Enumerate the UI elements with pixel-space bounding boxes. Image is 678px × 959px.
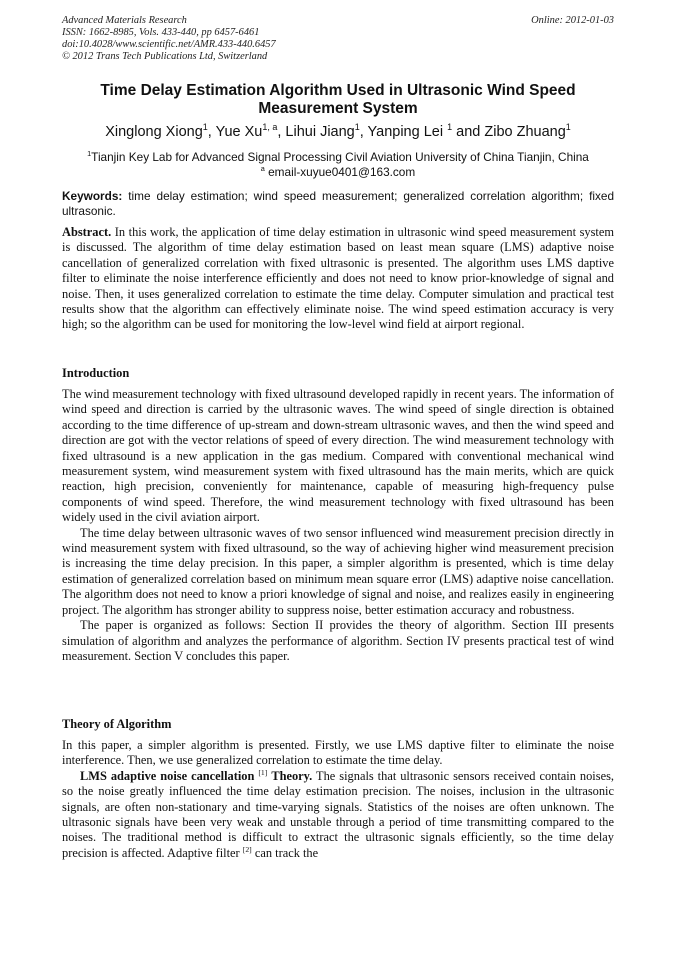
paragraph: The wind measurement technology with fixed ultrasound developed rapidly in recent years. The information of wind speed and direction is carried by the ultrasonic waves. The wind speed of single direction is obtained according to the time difference of up-stream and down-stream ultrasonic waves, and then the wind speed and direction are got with the vector relations of speed of every direction. The wind measurement technology with fixed ultrasound is a new application in the gas medium. Compared with conventional mechanical wind measurement system, wind measurement system with fixed ultrasound has the main merits, which are quick reaction, high precision, conveniently for maintenance, capable of measuring high-frequency pulse components of wind speed. Therefore, the wind measurement technology with fixed ultrasound has been widely used in the civil aviation airport. — [62, 387, 614, 525]
paper-title: Time Delay Estimation Algorithm Used in Ultrasonic Wind Speed Measurement System — [100, 82, 576, 117]
citation: [1] — [258, 767, 268, 777]
paragraph-text: The signals that ultrasonic sensors received contain noises, so the noise greatly influenced the time delay estimation precision. The noises, inclusion in the ultrasonic signals, are often non-stationary and time-varying signals. Statistics of the noises are often unknown. The ultrasonic signals have been very weak and unstable through a period of time transmitting compared to the noises. The traditional method is difficult to extract the ultrasonic signals efficiently, so the time delay precision is affected. Adaptive filter — [62, 768, 614, 860]
theory-heading: Theory of Algorithm — [62, 717, 172, 731]
citation: [2] — [242, 844, 252, 854]
affiliation-mark: 1 — [87, 149, 92, 159]
abstract-label: Abstract. — [62, 225, 112, 239]
author-name: Yanping Lei — [367, 124, 444, 140]
author-affiliation-mark: 1 — [202, 122, 208, 133]
abstract-text: In this work, the application of time delay estimation in ultrasonic wind speed measurement system is discussed. The algorithm of time delay estimation based on least mean square (LMS) adaptive noise cancellation of generalized correlation with fixed ultrasonic is presented. The algorithm uses LMS daptive filter to eliminate the noise interference efficiently and does not need to know prior-knowledge of signal and noise. Then, it uses generalized correlation to estimate the time delay. Computer simulation and practical test results show that the algorithm can effectively eliminate noise. The wind speed estimation accuracy is very high; so the algorithm can be used for monitoring the low-level wind field at airport regional. — [62, 225, 614, 332]
author-name: Yue Xu — [215, 124, 263, 140]
subsection-label: LMS adaptive noise cancellation — [80, 768, 255, 783]
introduction-body — [62, 387, 614, 664]
author-name: Zibo Zhuang — [484, 124, 566, 140]
affiliation-block — [62, 150, 614, 180]
author-conjunction: and — [456, 124, 481, 140]
author-affiliation-mark: 1 — [565, 122, 571, 133]
abstract — [62, 225, 614, 333]
doi-line: doi:10.4028/www.scientific.net/AMR.433-440.6457 — [62, 39, 276, 50]
keywords — [62, 189, 614, 219]
paragraph: The paper is organized as follows: Section II provides the theory of algorithm. Section III presents simulation of algorithm and analyzes the performance of algorithm. Section IV presents practical test of wind measurement. Section V concludes this paper. — [62, 618, 614, 663]
paragraph: The time delay between ultrasonic waves of two sensor influenced wind measurement precision directly in wind measurement system with fixed ultrasound, so the way of achieving higher wind measurement precision is increasing the time delay precision. In this paper, a simpler algorithm is presented, which is time delay estimation of generalized correlation based on minimum mean square error (LMS) adaptive noise cancellation. The algorithm does not need to know a priori knowledge of signal and noise, and realizes easily in engineering project. The algorithm has stronger ability to suppress noise, better estimation accuracy and robustness. — [62, 525, 614, 617]
copyright-line: © 2012 Trans Tech Publications Ltd, Switzerland — [62, 51, 268, 62]
introduction-heading: Introduction — [62, 366, 130, 380]
subsection-label-end: Theory. — [271, 768, 313, 783]
email-mark: a — [260, 164, 265, 174]
issn-line: ISSN: 1662-8985, Vols. 433-440, pp 6457-6461 — [62, 27, 260, 38]
paragraph — [62, 769, 614, 861]
author-name: Xinglong Xiong — [105, 124, 203, 140]
author-affiliation-mark: 1, a — [262, 122, 278, 133]
online-date: Online: 2012-01-03 — [531, 15, 614, 26]
keywords-label: Keywords: — [62, 189, 123, 203]
author-name: Lihui Jiang — [285, 124, 355, 140]
theory-body — [62, 738, 614, 861]
author-affiliation-mark: 1 — [354, 122, 360, 133]
journal-name: Advanced Materials Research — [62, 15, 187, 26]
paragraph-text: can track the — [254, 845, 319, 860]
keywords-text: time delay estimation; wind speed measurement; generalized correlation algorithm; fixed ultrasonic. — [62, 189, 615, 218]
paragraph: In this paper, a simpler algorithm is presented. Firstly, we use LMS daptive filter to eliminate the noise interference. Then, we use generalized correlation to estimate the time delay. — [62, 738, 614, 768]
author-affiliation-mark: 1 — [447, 122, 453, 133]
author-email: email-xuyue0401@163.com — [268, 165, 416, 179]
affiliation-text: Tianjin Key Lab for Advanced Signal Processing Civil Aviation University of China Tianjin, China — [91, 150, 589, 164]
author-list: Xinglong Xiong$^1$, Yue Xu$^{1, a}$, Lihui Jiang$^1$, Yanping Lei $^1$ and Zibo Zhuang$^1$ — [105, 122, 571, 140]
journal-header — [62, 15, 276, 63]
